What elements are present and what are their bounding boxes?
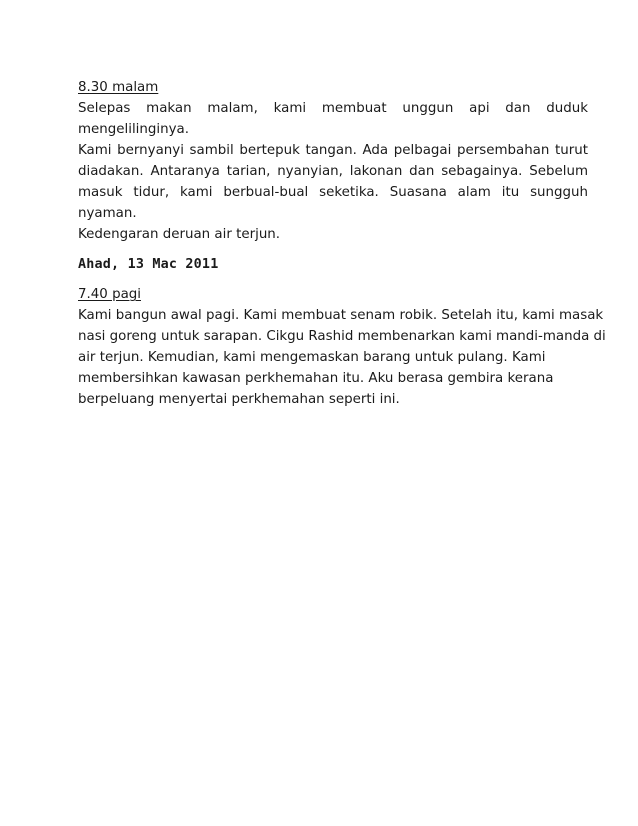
entry-paragraph: [78, 305, 606, 410]
date-heading: Ahad, 13 Mac 2011: [78, 257, 219, 272]
paragraph-line: membersihkan kawasan perkhemahan itu. Aku berasa gembira kerana: [78, 371, 554, 386]
paragraph-line: Kami bernyanyi sambil bertepuk tangan. Ada pelbagai persembahan turut: [78, 143, 588, 158]
paragraph-line: Kami bangun awal pagi. Kami membuat senam robik. Setelah itu, kami masak: [78, 308, 604, 323]
paragraph-line: Selepas makan malam, kami membuat unggun api dan duduk mengelilinginya.: [78, 101, 588, 137]
document-body: [78, 77, 606, 410]
paragraph-line: masuk tidur, kami berbual-bual seketika. Suasana alam itu sungguh nyaman.: [78, 185, 588, 221]
entry-paragraph: [78, 98, 588, 245]
entry-time-heading: 7.40 pagi: [78, 287, 141, 302]
paragraph-line: diadakan. Antaranya tarian, nyanyian, lakonan dan sebagainya. Sebelum: [78, 164, 588, 179]
paragraph-line: berpeluang menyertai perkhemahan seperti ini.: [78, 392, 400, 407]
paragraph-line: Kedengaran deruan air terjun.: [78, 227, 281, 242]
entry-time-heading: 8.30 malam: [78, 80, 159, 95]
paragraph-line: air terjun. Kemudian, kami mengemaskan barang untuk pulang. Kami: [78, 350, 546, 365]
paragraph-line: nasi goreng untuk sarapan. Cikgu Rashid membenarkan kami mandi-manda di: [78, 329, 606, 344]
